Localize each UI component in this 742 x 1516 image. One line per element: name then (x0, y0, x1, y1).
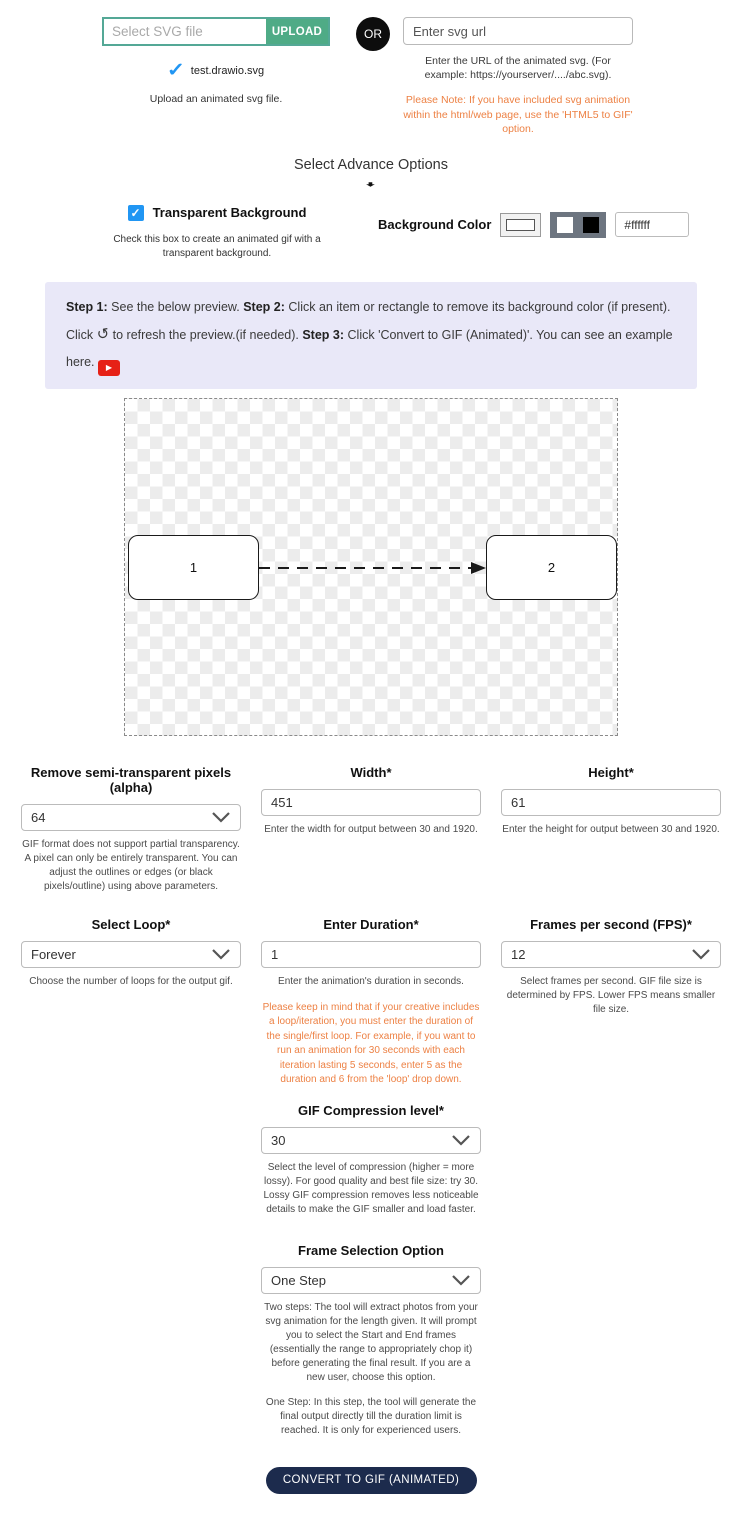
height-label: Height* (588, 764, 634, 780)
step1-label: Step 1: (66, 299, 108, 314)
chevron-down-icon (451, 1134, 471, 1146)
loop-select[interactable] (21, 941, 241, 968)
transparent-background-checkbox[interactable]: ✓ (128, 205, 144, 221)
file-select-input[interactable] (104, 19, 266, 44)
url-note-text: Please Note: If you have included svg animation within the html/web page, use the 'HTML5 to GIF' option. (403, 94, 633, 135)
svg-preview-canvas[interactable] (124, 398, 618, 736)
chevron-down-icon (211, 948, 231, 960)
alpha-label: Remove semi-transparent pixels (alpha) (30, 764, 232, 795)
file-selected-check-icon: ✓ (166, 60, 185, 81)
step2-label: Step 2: (243, 299, 285, 314)
or-divider-badge: OR (356, 17, 390, 51)
loop-value: Forever (31, 946, 76, 962)
fps-label: Frames per second (FPS)* (530, 916, 692, 932)
compression-label: GIF Compression level* (298, 1102, 444, 1118)
advance-options-title: Select Advance Options (294, 156, 448, 173)
transparent-background-help: Check this box to create an animated gif with a transparent background. (113, 233, 321, 259)
compression-select[interactable] (261, 1127, 481, 1154)
compression-help: Select the level of compression (higher = more lossy). For good quality and best file size: try 30. Lossy GIF compression removes less noticeable details to make the GIF smaller and load faster. (263, 1161, 479, 1215)
color-picker-input[interactable] (500, 213, 541, 237)
chevron-down-icon (211, 811, 231, 823)
animation-settings-row (0, 917, 742, 1088)
frame-selection-label: Frame Selection Option (298, 1242, 444, 1258)
height-input[interactable] (501, 789, 721, 816)
dashed-arrow-connector (259, 560, 487, 576)
compression-value: 30 (271, 1132, 286, 1148)
alpha-help: GIF format does not support partial transparency. A pixel can only be entirely transparent. You can adjust the outlines or edges (or black pixels/outline) using above parameters. (22, 838, 240, 892)
expand-arrow[interactable] (0, 178, 742, 191)
url-help-text: Enter the URL of the animated svg. (For example: https://yourserver/..../abc.svg). (424, 55, 612, 82)
width-help: Enter the width for output between 30 and 1920. (264, 823, 478, 835)
white-swatch[interactable] (557, 217, 573, 233)
advanced-options-row (0, 205, 742, 261)
alpha-select[interactable] (21, 804, 241, 831)
frame-selection-select[interactable] (261, 1267, 481, 1294)
down-arrow-icon: ➧ (364, 179, 377, 189)
upload-button[interactable]: UPLOAD (266, 19, 328, 44)
duration-help: Enter the animation's duration in seconds. (278, 975, 464, 987)
background-color-label: Background Color (378, 217, 492, 233)
fps-select[interactable] (501, 941, 721, 968)
color-swatch-panel (550, 212, 606, 238)
chevron-down-icon (691, 948, 711, 960)
diagram-node-2[interactable]: 2 (486, 535, 617, 600)
step1-text: See the below preview. (111, 299, 240, 314)
fps-value: 12 (511, 946, 526, 962)
height-help: Enter the height for output between 30 and 1920. (502, 823, 720, 835)
fps-help: Select frames per second. GIF file size is determined by FPS. Lower FPS means smaller file size. (506, 975, 716, 1015)
step3-text: Click 'Convert to GIF (Animated)'. You can see an example here. (66, 327, 673, 369)
black-swatch[interactable] (583, 217, 599, 233)
hex-color-input[interactable] (615, 212, 689, 237)
duration-label: Enter Duration* (323, 916, 419, 932)
loop-label: Select Loop* (91, 916, 171, 932)
step3-label: Step 3: (302, 327, 345, 342)
frame-selection-field (261, 1243, 481, 1438)
width-input[interactable] (261, 789, 481, 816)
youtube-play-icon[interactable]: ▶ (98, 360, 120, 376)
file-help-text: Upload an animated svg file. (149, 93, 283, 105)
steps-instructions (45, 282, 697, 389)
file-upload-group (102, 17, 330, 46)
step2-text-b: to refresh the preview.(if needed). (112, 327, 299, 342)
width-label: Width* (350, 764, 392, 780)
selected-file-name: test.drawio.svg (190, 64, 265, 77)
refresh-icon[interactable]: ↺ (95, 324, 111, 344)
alpha-value: 64 (31, 809, 46, 825)
chevron-down-icon (451, 1274, 471, 1286)
svg-url-input[interactable] (403, 17, 633, 45)
frame-selection-help-one-step: One Step: In this step, the tool will generate the final output directly till the duration limit is reached. It is only for experienced users. (265, 1396, 477, 1436)
frame-selection-value: One Step (271, 1272, 326, 1288)
transparent-background-label: Transparent Background (152, 205, 307, 221)
diagram-node-1[interactable]: 1 (128, 535, 259, 600)
frame-selection-help-two-steps: Two steps: The tool will extract photos from your svg animation for the length given. It will prompt you to select the Start and End frames (essentially the range to appropriately chop it) before generating the final result. If you are a new user, choose this option. (264, 1301, 478, 1383)
duration-input[interactable] (261, 941, 481, 968)
convert-to-gif-button[interactable]: CONVERT TO GIF (ANIMATED) (266, 1467, 477, 1494)
output-settings-row (0, 765, 742, 894)
color-picker-swatch (506, 219, 535, 231)
upload-section (0, 0, 742, 136)
compression-field (261, 1103, 481, 1217)
duration-note: Please keep in mind that if your creative includes a loop/iteration, you must enter the duration of the single/first loop. For example, if you want to run an animation for 30 seconds with each iteration lasting 5 seconds, enter 5 as the duration and 6 from the 'loop' drop down. (262, 1001, 480, 1086)
step2-text-a: Click an item or rectangle to remove its background color (if present). Click (66, 299, 671, 342)
loop-help: Choose the number of loops for the output gif. (29, 975, 233, 987)
